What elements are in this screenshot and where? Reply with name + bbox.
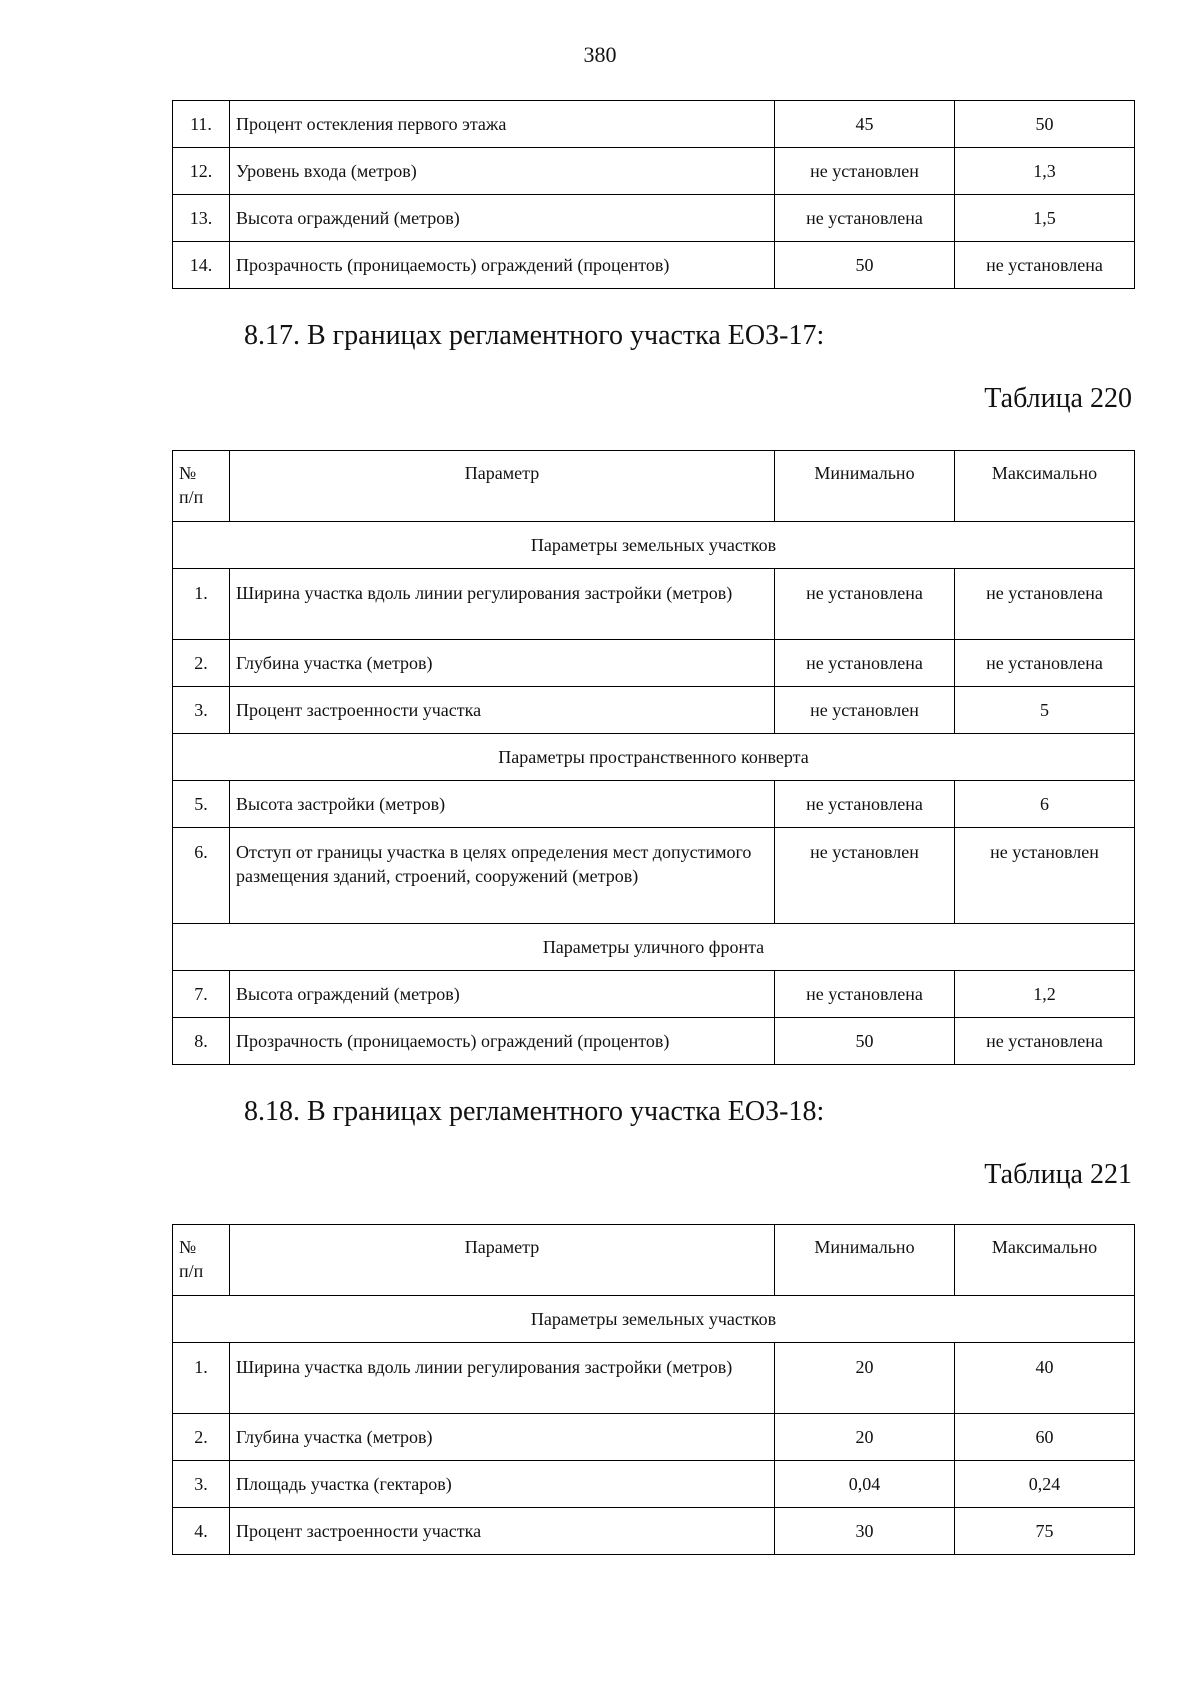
group-row xyxy=(173,1296,1135,1343)
row-parameter: Высота ограждений (метров) xyxy=(230,195,775,242)
row-parameter: Процент застроенности участка xyxy=(230,687,775,734)
row-number: 4. xyxy=(173,1508,230,1555)
table-row xyxy=(173,1461,1135,1508)
header-min: Минимально xyxy=(775,451,955,522)
group-title: Параметры земельных участков xyxy=(173,522,1135,569)
table-row xyxy=(173,1343,1135,1414)
table-row xyxy=(173,971,1135,1018)
table-220 xyxy=(172,450,1135,1065)
row-max: 40 xyxy=(955,1343,1135,1414)
header-parameter: Параметр xyxy=(230,1225,775,1296)
row-parameter: Высота ограждений (метров) xyxy=(230,971,775,1018)
table-header-row xyxy=(173,451,1135,522)
header-number: № п/п xyxy=(173,451,230,522)
row-number: 12. xyxy=(173,148,230,195)
group-title: Параметры уличного фронта xyxy=(173,924,1135,971)
row-max: не установлена xyxy=(955,242,1135,289)
row-min: 30 xyxy=(775,1508,955,1555)
row-parameter: Прозрачность (проницаемость) ограждений (процентов) xyxy=(230,1018,775,1065)
group-title: Параметры земельных участков xyxy=(173,1296,1135,1343)
row-number: 7. xyxy=(173,971,230,1018)
row-min: не установлена xyxy=(775,640,955,687)
row-parameter: Высота застройки (метров) xyxy=(230,781,775,828)
table-221 xyxy=(172,1224,1135,1555)
row-max: 50 xyxy=(955,101,1135,148)
row-max: 6 xyxy=(955,781,1135,828)
row-max: 60 xyxy=(955,1414,1135,1461)
row-max: не установлена xyxy=(955,640,1135,687)
table-row xyxy=(173,1508,1135,1555)
table-header-row xyxy=(173,1225,1135,1296)
row-min: не установлена xyxy=(775,195,955,242)
header-number: № п/п xyxy=(173,1225,230,1296)
page-number: 380 xyxy=(583,42,617,67)
section-heading-17: 8.17. В границах регламентного участка ЕОЗ-17: xyxy=(244,320,825,351)
section-heading-18: 8.18. В границах регламентного участка ЕОЗ-18: xyxy=(244,1096,825,1127)
table-caption-220: Таблица 220 xyxy=(984,383,1132,414)
row-parameter: Глубина участка (метров) xyxy=(230,640,775,687)
row-min: 0,04 xyxy=(775,1461,955,1508)
table-row xyxy=(173,1414,1135,1461)
row-number: 1. xyxy=(173,1343,230,1414)
group-row xyxy=(173,734,1135,781)
row-parameter: Площадь участка (гектаров) xyxy=(230,1461,775,1508)
row-min: не установлена xyxy=(775,971,955,1018)
table-caption-221: Таблица 221 xyxy=(984,1159,1132,1190)
row-min: не установлен xyxy=(775,148,955,195)
row-number: 8. xyxy=(173,1018,230,1065)
row-max: не установлена xyxy=(955,569,1135,640)
table-row xyxy=(173,1018,1135,1065)
row-parameter: Процент остекления первого этажа xyxy=(230,101,775,148)
header-max: Максимально xyxy=(955,451,1135,522)
row-min: не установлена xyxy=(775,781,955,828)
table-row xyxy=(173,569,1135,640)
row-number: 14. xyxy=(173,242,230,289)
table-continuation xyxy=(172,100,1135,289)
row-number: 3. xyxy=(173,687,230,734)
row-number: 2. xyxy=(173,640,230,687)
table-row xyxy=(173,828,1135,924)
row-min: не установлен xyxy=(775,687,955,734)
row-parameter: Ширина участка вдоль линии регулирования застройки (метров) xyxy=(230,569,775,640)
row-parameter: Уровень входа (метров) xyxy=(230,148,775,195)
row-number: 1. xyxy=(173,569,230,640)
row-max: 0,24 xyxy=(955,1461,1135,1508)
row-number: 5. xyxy=(173,781,230,828)
header-parameter: Параметр xyxy=(230,451,775,522)
row-max: не установлен xyxy=(955,828,1135,924)
table-row xyxy=(173,242,1135,289)
row-min: 50 xyxy=(775,242,955,289)
row-max: 1,5 xyxy=(955,195,1135,242)
row-parameter: Процент застроенности участка xyxy=(230,1508,775,1555)
row-min: 20 xyxy=(775,1414,955,1461)
row-min: 45 xyxy=(775,101,955,148)
row-number: 6. xyxy=(173,828,230,924)
row-number: 11. xyxy=(173,101,230,148)
group-row xyxy=(173,924,1135,971)
group-row xyxy=(173,522,1135,569)
row-max: не установлена xyxy=(955,1018,1135,1065)
table-row xyxy=(173,640,1135,687)
row-min: 20 xyxy=(775,1343,955,1414)
row-parameter: Ширина участка вдоль линии регулирования застройки (метров) xyxy=(230,1343,775,1414)
table-row xyxy=(173,148,1135,195)
table-row xyxy=(173,687,1135,734)
row-min: не установлена xyxy=(775,569,955,640)
row-number: 13. xyxy=(173,195,230,242)
header-max: Максимально xyxy=(955,1225,1135,1296)
row-number: 3. xyxy=(173,1461,230,1508)
row-max: 5 xyxy=(955,687,1135,734)
table-row xyxy=(173,781,1135,828)
table-row xyxy=(173,101,1135,148)
row-max: 1,3 xyxy=(955,148,1135,195)
group-title: Параметры пространственного конверта xyxy=(173,734,1135,781)
row-min: 50 xyxy=(775,1018,955,1065)
table-row xyxy=(173,195,1135,242)
row-parameter: Прозрачность (проницаемость) ограждений (процентов) xyxy=(230,242,775,289)
row-parameter: Глубина участка (метров) xyxy=(230,1414,775,1461)
row-max: 75 xyxy=(955,1508,1135,1555)
row-parameter: Отступ от границы участка в целях определения мест допустимого размещения зданий, строений, сооружений (метров) xyxy=(230,828,775,924)
row-max: 1,2 xyxy=(955,971,1135,1018)
row-min: не установлен xyxy=(775,828,955,924)
header-min: Минимально xyxy=(775,1225,955,1296)
row-number: 2. xyxy=(173,1414,230,1461)
